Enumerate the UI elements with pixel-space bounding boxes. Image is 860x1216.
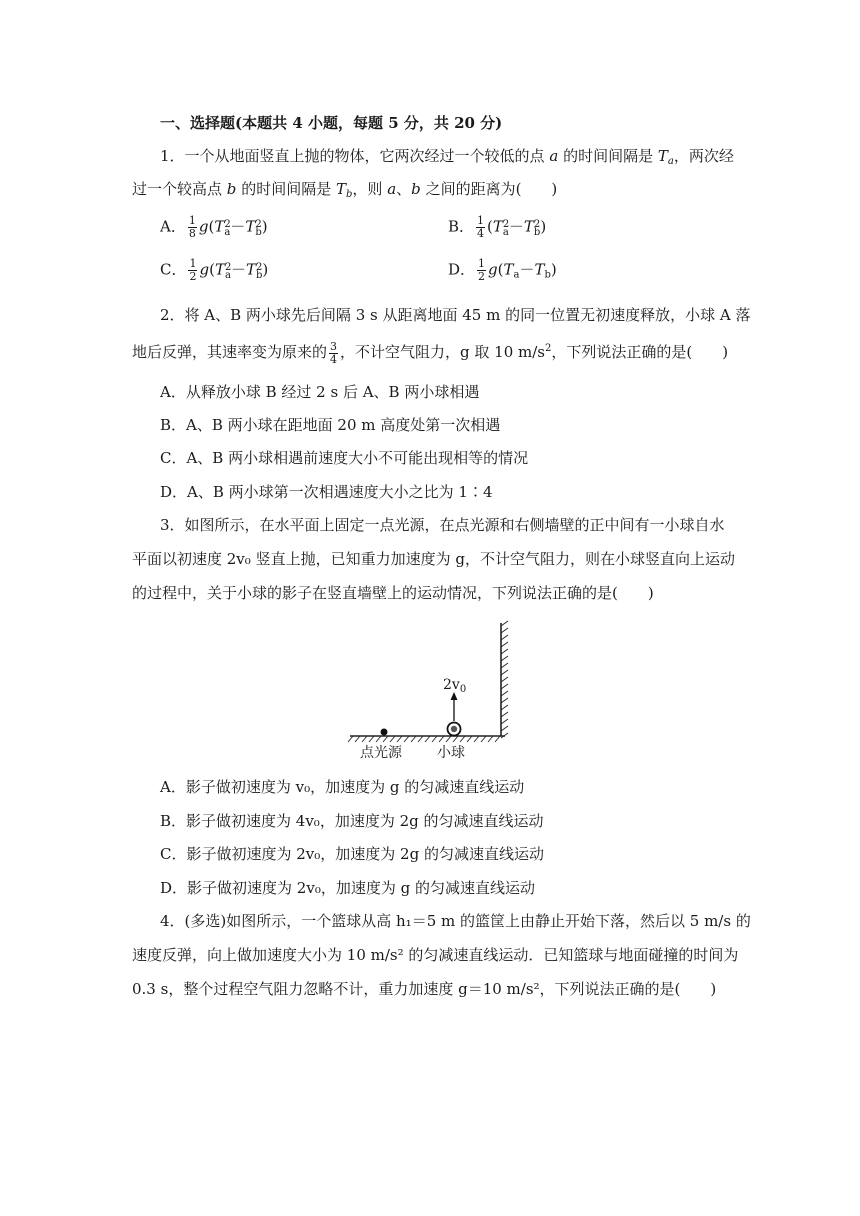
fraction-denominator: 2 bbox=[189, 270, 197, 283]
fraction bbox=[477, 258, 486, 283]
fraction-denominator: 8 bbox=[188, 227, 196, 240]
q2-option-b[interactable]: B．A、B 两小球在距地面 20 m 高度处第一次相遇 bbox=[160, 416, 501, 434]
option-label: A． bbox=[160, 217, 186, 236]
fraction-denominator: 2 bbox=[478, 270, 486, 283]
q3-stem-line1: 3．如图所示，在水平面上固定一点光源，在点光源和右侧墙壁的正中间有一小球自水 bbox=[160, 516, 725, 534]
fraction-numerator: 1 bbox=[189, 257, 197, 270]
ball-label: 小球 bbox=[437, 745, 465, 761]
fraction-denominator: 4 bbox=[330, 352, 338, 366]
section-title: 一、选择题(本题共 4 小题，每题 5 分，共 20 分) bbox=[160, 114, 503, 132]
fraction-numerator: 1 bbox=[477, 214, 485, 227]
q1-option-b[interactable]: B． $\frac{1}{4}$ (T 2 $_a$－T 2 $_b$) bbox=[448, 214, 547, 240]
q1-var-a: a bbox=[549, 147, 559, 165]
q1-var-a2: a bbox=[387, 180, 397, 198]
q1-option-c[interactable]: C． $\frac{1}{2}$ g(T 2 $_a$－T 2 $_b$) bbox=[160, 257, 269, 283]
q1-stem-line2 bbox=[132, 178, 557, 206]
q1-stem-text: 、 bbox=[396, 180, 412, 198]
q2-stem-text: ，不计空气阻力，g 取 10 m/s bbox=[340, 343, 545, 361]
q2-stem-line1: 2．将 A、B 两小球先后间隔 3 s 从距离地面 45 m 的同一位置无初速度释放，小球 A 落 bbox=[160, 306, 751, 324]
q3-option-a[interactable]: A．影子做初速度为 v₀，加速度为 g 的匀减速直线运动 bbox=[160, 778, 525, 796]
fraction bbox=[329, 341, 338, 366]
q3-figure bbox=[345, 618, 525, 767]
fraction bbox=[188, 215, 197, 240]
q2-option-d[interactable]: D．A、B 两小球第一次相遇速度大小之比为 1∶4 bbox=[160, 483, 493, 501]
option-label: C． bbox=[160, 260, 187, 279]
q2-option-c[interactable]: C．A、B 两小球相遇前速度大小不可能出现相等的情况 bbox=[160, 449, 529, 467]
fraction bbox=[476, 215, 485, 240]
q3-stem-line2: 平面以初速度 2v₀ 竖直上抛，已知重力加速度为 g，不计空气阻力，则在小球竖直向上运动 bbox=[132, 550, 735, 568]
q1-var-Ta: T bbox=[657, 147, 668, 165]
fraction-numerator: 3 bbox=[330, 339, 338, 353]
wall-hatching bbox=[501, 621, 508, 738]
q1-option-d[interactable]: D． $\frac{1}{2}$ $g(T_a-T_b)$ bbox=[448, 257, 557, 283]
q1-var-b2: b bbox=[411, 180, 421, 198]
q1-var-Ta-sub: a bbox=[667, 156, 674, 167]
fraction-denominator: 4 bbox=[477, 227, 485, 240]
q3-option-b[interactable]: B．影子做初速度为 4v₀，加速度为 2g 的匀减速直线运动 bbox=[160, 812, 544, 830]
q2-stem-text: 地后反弹，其速率变为原来的 bbox=[132, 343, 328, 361]
fraction-numerator: 1 bbox=[478, 257, 486, 270]
q3-stem-line3: 的过程中，关于小球的影子在竖直墙壁上的运动情况，下列说法正确的是( ) bbox=[132, 584, 654, 602]
q4-stem-line3: 0.3 s，整个过程空气阻力忽略不计，重力加速度 g＝10 m/s²，下列说法正确的是( ) bbox=[132, 980, 717, 998]
q2-option-a[interactable]: A．从释放小球 B 经过 2 s 后 A、B 两小球相遇 bbox=[160, 383, 480, 401]
q3-option-d[interactable]: D．影子做初速度为 2v₀，加速度为 g 的匀减速直线运动 bbox=[160, 879, 535, 897]
q1-stem-text: 的时间间隔是 bbox=[563, 147, 654, 165]
q2-stem-line2 bbox=[132, 338, 728, 366]
superscript: 2 bbox=[545, 343, 552, 354]
fraction-numerator: 1 bbox=[188, 214, 196, 227]
q2-stem-text: ，下列说法正确的是( ) bbox=[551, 343, 729, 361]
q1-var-Tb: T bbox=[335, 180, 346, 198]
q1-var-Tb-sub: b bbox=[346, 189, 353, 200]
ball-shading bbox=[451, 726, 457, 732]
option-label: D． bbox=[448, 260, 476, 279]
fraction bbox=[188, 258, 197, 283]
q3-option-c[interactable]: C．影子做初速度为 2v₀，加速度为 2g 的匀减速直线运动 bbox=[160, 845, 544, 863]
q4-stem-line2: 速度反弹，向上做加速度大小为 10 m/s² 的匀减速直线运动．已知篮球与地面碰撞的时间为 bbox=[132, 946, 739, 964]
point-light-source bbox=[381, 729, 388, 736]
q1-stem-text: ，则 bbox=[352, 180, 383, 198]
q1-option-a[interactable]: A． $\frac{1}{8}$ g(T 2 $_a$－T 2 $_b$) bbox=[160, 214, 268, 240]
velocity-label: $2v_0$ bbox=[443, 677, 467, 695]
q4-stem-line1: 4．(多选)如图所示，一个篮球从高 h₁＝5 m 的篮筐上由静止开始下落，然后以 5 m/s 的 bbox=[160, 912, 751, 930]
q1-stem-text: 的时间间隔是 bbox=[241, 180, 332, 198]
option-label: B． bbox=[448, 217, 475, 236]
q1-var-b: b bbox=[226, 180, 237, 198]
q1-stem-line1 bbox=[160, 145, 734, 173]
light-source-label: 点光源 bbox=[360, 745, 402, 761]
q1-stem-text: 过一个较高点 bbox=[132, 180, 223, 198]
q1-stem-text: 之间的距离为( ) bbox=[425, 180, 558, 198]
q1-stem-text: ，两次经 bbox=[673, 147, 734, 165]
q1-stem-text: 1．一个从地面竖直上抛的物体，它两次经过一个较低的点 bbox=[160, 147, 545, 165]
